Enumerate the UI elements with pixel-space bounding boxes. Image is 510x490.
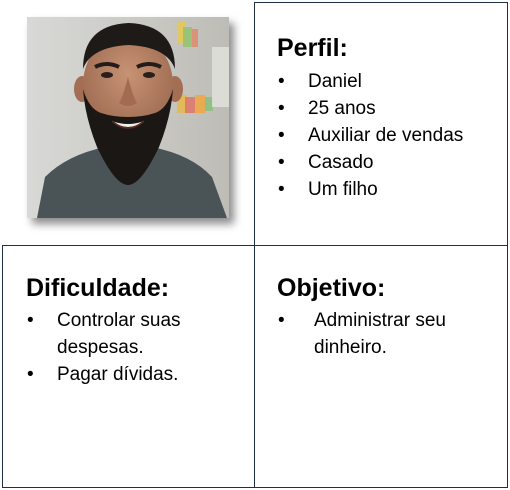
bullet-icon: •	[278, 179, 285, 200]
list-item-text: Administrar seu	[314, 310, 446, 331]
bullet-icon: •	[27, 310, 34, 331]
list-item-text: Daniel	[308, 71, 362, 92]
list-item-text: Auxiliar de vendas	[308, 125, 464, 146]
list-item	[278, 149, 463, 176]
list-item-text: Casado	[308, 152, 374, 173]
perfil-title: Perfil:	[277, 34, 348, 62]
perfil-list	[278, 68, 463, 203]
grid-line-horizontal-center	[2, 245, 508, 246]
dificuldade-title: Dificuldade:	[26, 274, 170, 302]
objetivo-title: Objetivo:	[277, 274, 386, 302]
list-item	[278, 95, 463, 122]
objetivo-list	[278, 307, 446, 361]
bullet-icon: •	[278, 71, 285, 92]
list-item	[278, 307, 446, 334]
list-item	[278, 122, 463, 149]
list-item	[27, 361, 181, 388]
list-item	[278, 176, 463, 203]
list-item-continuation	[27, 334, 181, 361]
list-item-text: Um filho	[308, 179, 378, 200]
list-item-text: 25 anos	[308, 98, 376, 119]
person-photo-icon	[27, 17, 229, 218]
bullet-icon: •	[278, 125, 285, 146]
list-item	[278, 68, 463, 95]
persona-photo	[27, 17, 229, 218]
dificuldade-list	[27, 307, 181, 388]
list-item-text: dinheiro.	[314, 337, 387, 358]
grid-line-bottom	[2, 487, 508, 488]
grid-line-top	[254, 2, 507, 3]
list-item-text: Controlar suas	[57, 310, 181, 331]
bullet-icon: •	[27, 364, 34, 385]
bullet-icon: •	[278, 152, 285, 173]
list-item-text: Pagar dívidas.	[57, 364, 179, 385]
list-item-text: despesas.	[57, 337, 144, 358]
list-item	[27, 307, 181, 334]
list-item-continuation	[278, 334, 446, 361]
bullet-icon: •	[278, 310, 285, 331]
bullet-icon: •	[278, 98, 285, 119]
grid-line-left	[2, 245, 3, 488]
